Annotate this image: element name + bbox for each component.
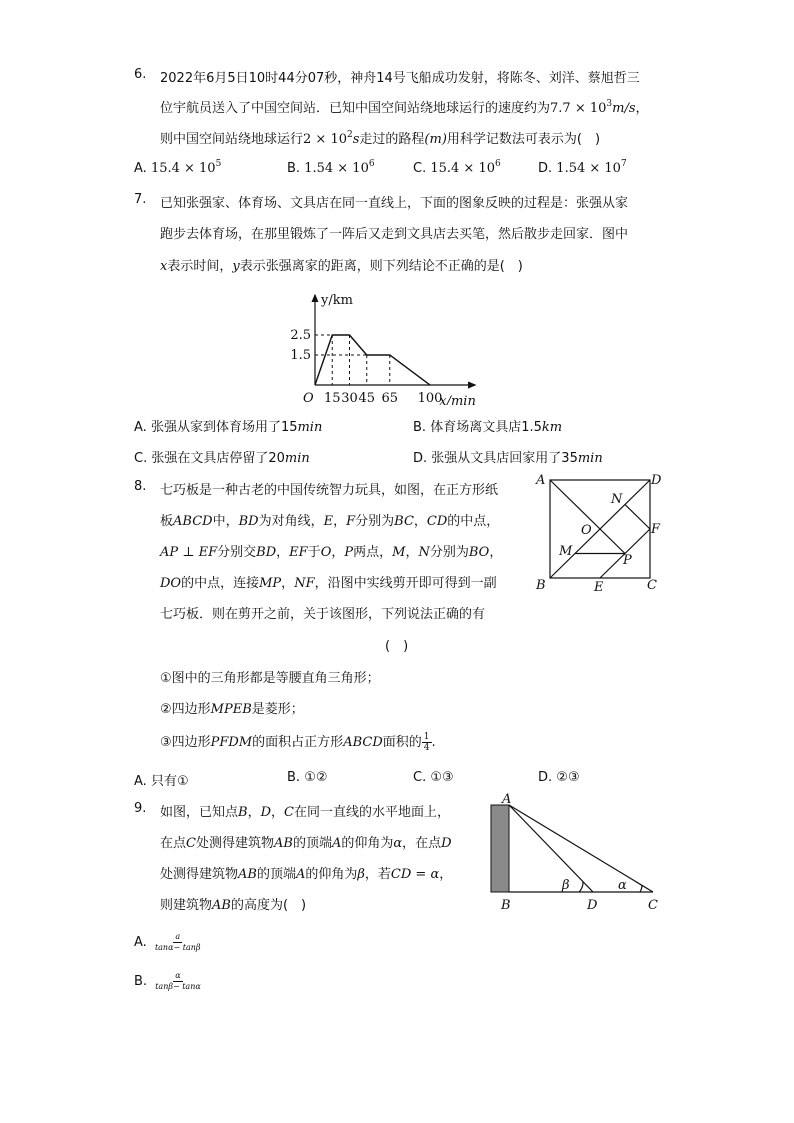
q8-stmt3-b: 的面积占正方形 [252, 735, 344, 750]
q8-option-c-text: ①③ [430, 770, 454, 785]
label-alpha: α [618, 878, 627, 893]
label-b: B [501, 898, 511, 913]
q8-line3-ef: EF [289, 545, 308, 560]
q6-speed [550, 101, 636, 116]
q7-option-a-text: 张强从家到体育场用了15 [150, 420, 298, 435]
q7-option-b-label: B. [413, 420, 427, 435]
q9-option-b[interactable] [134, 971, 201, 992]
q6-option-d-label: D. [538, 161, 553, 176]
q8-line3-o: O [320, 545, 332, 560]
q6-option-c-base: 15.4 × 10 [430, 161, 496, 176]
q9-line2-d2: D [441, 836, 452, 851]
q8-line3 [160, 541, 502, 560]
q9-line1-c: ， [247, 805, 261, 820]
q9-line3-b: 的顶端 [256, 867, 296, 882]
q9-line3-c: 的仰角为 [305, 867, 358, 882]
q8-line1: 七巧板是一种古老的中国传统智力玩具，如图，在正方形纸 [160, 483, 499, 498]
q6-option-d[interactable] [538, 161, 627, 176]
q6-line3-post: 用科学记数法可表示为( ) [446, 132, 601, 147]
x-tick-65: 65 [381, 391, 399, 405]
q8-stmt3-v2: ABCD [343, 735, 383, 750]
x-tick-45: 45 [358, 391, 376, 405]
label-a: A [536, 473, 546, 488]
q7-option-d-text: 张强从文具店回家用了35 [431, 451, 578, 466]
segment-nf [625, 505, 650, 530]
q8-stmt3-num: 1 [423, 732, 430, 742]
y-tick-2.5: 2.5 [290, 328, 311, 343]
q9-option-a-den: tanα− tanβ [154, 943, 201, 952]
q8-line5: 七巧板．则在剪开之前，关于该图形，下列说法正确的有 [160, 607, 486, 622]
q8-paren: ( ) [385, 639, 409, 654]
q8-line3-c: 两点， [353, 545, 393, 560]
angle-alpha-arc [640, 885, 642, 892]
q8-line2 [160, 510, 499, 529]
q6-speed-unit: m/s [612, 101, 636, 116]
x-tick-15: 15 [323, 391, 341, 405]
q9-line3-a2: A [295, 867, 306, 882]
q8-option-b[interactable] [287, 770, 328, 785]
q7-line3-b: 表示张强离家的距离，则下列结论不正确的是( ) [239, 259, 523, 274]
q9-line3-beta: β [357, 867, 365, 882]
q7-option-d[interactable] [413, 447, 603, 466]
q8-line2-abcd: ABCD [173, 514, 213, 529]
building-ab [491, 805, 509, 892]
q7-line3 [160, 255, 523, 274]
q8-option-c-label: C. [413, 770, 427, 785]
q8-line3-b: 于 [307, 545, 321, 560]
q6-line3 [160, 128, 600, 147]
q7-distance-time-chart [290, 280, 500, 405]
q9-line1-g: 在同一直线的水平地面上， [294, 805, 451, 820]
q9-option-a[interactable] [134, 932, 200, 953]
q9-line3-cd: CD = α [390, 867, 440, 882]
q9-line2-c: C [186, 836, 196, 851]
label-a: A [502, 792, 512, 807]
q9-line2 [160, 832, 452, 851]
q7-line3-x: x [160, 259, 168, 274]
q8-option-b-label: B. [287, 770, 301, 785]
q7-option-a-label: A. [134, 420, 147, 435]
q8-line2-cd: CD [426, 514, 448, 529]
label-c: C [648, 898, 658, 913]
q6-line3-mid: 走过的路程 [359, 132, 425, 147]
q6-option-a[interactable] [134, 161, 221, 176]
q9-line1-a: 如图，已知点 [160, 805, 239, 820]
q9-line1-f: C [284, 805, 294, 820]
q7-option-a[interactable] [134, 416, 322, 435]
label-o: O [581, 523, 592, 538]
q7-line2: 跑步去体育场，在那里锻炼了一阵后又走到文具店去买笔，然后散步走回家．图中 [160, 227, 629, 242]
q8-line3-a: 分别交 [217, 545, 257, 560]
q9-line2-d: 的顶端 [292, 836, 332, 851]
q8-line3-bd: BD [256, 545, 277, 560]
q6-option-c-label: C. [413, 161, 427, 176]
q8-statement-1: ①图中的三角形都是等腰直角三角形； [160, 671, 380, 686]
q7-line3-y: y [232, 259, 240, 274]
q6-number: 6. [134, 67, 147, 82]
label-c: C [647, 578, 657, 593]
q8-line3-comma: ， [276, 545, 290, 560]
label-b: B [536, 578, 546, 593]
q8-stmt2-v: MPEB [210, 702, 252, 717]
q7-option-b[interactable] [413, 416, 562, 435]
q6-time [303, 132, 359, 147]
q8-line2-e: E [323, 514, 334, 529]
q7-option-c-unit: min [284, 451, 310, 466]
q8-line2-bc: BC [394, 514, 414, 529]
x-tick-100: 100 [417, 391, 443, 405]
label-beta: β [562, 878, 570, 893]
q8-statement-2 [160, 698, 304, 717]
label-e: E [594, 580, 604, 595]
q6-line3-m: (m) [424, 132, 447, 147]
label-n: N [611, 492, 623, 507]
q8-line2-a: 板 [160, 514, 174, 529]
q8-line2-b: 中， [212, 514, 239, 529]
q8-line2-comma: ， [333, 514, 347, 529]
q9-line2-b: 处测得建筑物 [195, 836, 274, 851]
q6-option-b-exp: 6 [368, 159, 375, 169]
q6-option-a-label: A. [134, 161, 147, 176]
q8-line2-f: F [346, 514, 356, 529]
q8-line2-comma2: ， [413, 514, 427, 529]
q8-option-a-label: A. [134, 774, 147, 789]
q7-option-b-unit: km [541, 420, 563, 435]
q9-line1-e: ， [271, 805, 285, 820]
q9-number: 9. [134, 801, 147, 816]
q8-line3-end: ， [489, 545, 503, 560]
q6-time-exp: 2 [347, 130, 353, 140]
q8-line4-comma: ， [281, 576, 295, 591]
origin-label: O [303, 391, 314, 405]
q6-option-b-base: 1.54 × 10 [304, 161, 369, 176]
q8-line2-d: 分别为 [355, 514, 395, 529]
q9-option-a-fraction [155, 932, 201, 953]
label-f: F [651, 522, 661, 537]
q8-stmt2-a: ②四边形 [160, 702, 211, 717]
q8-option-a[interactable] [134, 770, 189, 789]
q9-elevation-figure [485, 792, 670, 917]
q8-line3-comma3: ， [405, 545, 419, 560]
q8-line2-end: 的中点， [447, 514, 500, 529]
q7-option-c-text: 张强在文具店停留了20 [151, 451, 285, 466]
q9-line4-ab: AB [212, 898, 231, 913]
q7-option-d-label: D. [413, 451, 428, 466]
q8-line4-mp: MP [259, 576, 282, 591]
q9-option-b-num: α [175, 971, 181, 980]
q9-option-b-label: B. [134, 974, 148, 989]
q8-stmt3-a: ③四边形 [160, 735, 211, 750]
x-axis-label: x/min [439, 394, 476, 405]
q6-line2-text: 位宇航员送入了中国空间站．已知中国空间站绕地球运行的速度约为 [160, 101, 551, 116]
q9-option-b-fraction [155, 971, 201, 992]
q7-line3-a: 表示时间， [167, 259, 233, 274]
q8-stmt3-c: 面积的 [382, 735, 422, 750]
q9-line4-a: 则建筑物 [160, 898, 213, 913]
q6-time-base: 2 × 10 [303, 132, 347, 147]
q8-stmt3-end: . [431, 735, 436, 750]
q6-option-c[interactable] [413, 161, 501, 176]
q6-option-c-exp: 6 [495, 159, 501, 169]
q7-line1: 已知张强家、体育场、文具店在同一直线上，下面的图象反映的过程是：张强从家 [160, 196, 629, 211]
label-m: M [559, 544, 573, 559]
q7-option-a-unit: min [297, 420, 323, 435]
q7-option-c[interactable] [134, 447, 310, 466]
x-tick-30: 30 [341, 391, 358, 405]
q8-line3-p: P [344, 545, 354, 560]
q9-line3-ab: AB [238, 867, 257, 882]
q8-option-a-text: 只有① [150, 774, 189, 789]
q8-option-c[interactable] [413, 770, 454, 785]
q6-time-unit: s [352, 132, 360, 147]
q8-line3-comma2: ， [331, 545, 345, 560]
angle-beta-arc [579, 882, 583, 892]
q8-line4-nf: NF [294, 576, 315, 591]
q8-line3-n: N [418, 545, 430, 560]
q9-line1-d: D [260, 805, 272, 820]
q8-line4-b: ，沿图中实线剪开即可得到一副 [314, 576, 497, 591]
q8-statement-3 [160, 731, 436, 753]
q8-option-b-text: ①② [304, 770, 328, 785]
q6-speed-exp: 3 [606, 99, 613, 109]
q9-line3-e: ， [439, 867, 453, 882]
q8-line4-a: 的中点，连接 [181, 576, 260, 591]
q9-option-b-den: tanβ− tanα [155, 982, 201, 991]
q8-stmt3-v: PFDM [210, 735, 253, 750]
q8-line3-ap: AP ⊥ EF [160, 545, 218, 560]
q9-line2-a2: A [331, 836, 342, 851]
q9-line4-b: 的高度为( ) [230, 898, 307, 913]
q6-line2: 位宇航员送入了中国空间站．已知中国空间站绕地球运行的速度约为$7.7 \times 10^3m/s$， [160, 99, 649, 116]
q8-option-d-label: D. [538, 770, 553, 785]
q9-line2-ab: AB [273, 836, 293, 851]
q8-stmt3-fraction [422, 732, 432, 753]
q9-line1-b: B [238, 805, 248, 820]
q6-option-d-base: 1.54 × 10 [556, 161, 621, 176]
q7-option-c-label: C. [134, 451, 148, 466]
q6-line1: 2022年6月5日10时44分07秒，神舟14号飞船成功发射，将陈冬、刘洋、蔡旭哲三 [160, 71, 640, 86]
q6-option-b-label: B. [287, 161, 301, 176]
q6-option-b[interactable] [287, 161, 375, 176]
q6-option-a-base: 15.4 × 10 [150, 161, 216, 176]
q8-stmt2-b: 是菱形； [251, 702, 304, 717]
q8-tangram-figure [530, 470, 665, 595]
q8-line3-bo: BO [468, 545, 490, 560]
q6-option-d-exp: 7 [620, 159, 627, 169]
q9-line4 [160, 894, 306, 913]
q9-line3-d: ，若 [364, 867, 391, 882]
q6-option-a-exp: 5 [215, 159, 222, 169]
q8-stmt3-den: 4 [423, 743, 430, 753]
label-d: D [587, 898, 598, 913]
q9-line2-a: 在点 [160, 836, 187, 851]
q6-speed-base: 7.7 × 10 [550, 101, 607, 116]
q9-line3-a: 处测得建筑物 [160, 867, 239, 882]
q7-number: 7. [134, 192, 147, 207]
q9-option-a-num: a [175, 932, 181, 941]
q7-option-d-unit: min [577, 451, 603, 466]
q8-line4 [160, 572, 497, 591]
q8-line2-bd: BD [238, 514, 259, 529]
q9-line2-alpha: α [393, 836, 403, 851]
q8-number: 8. [134, 479, 147, 494]
q9-line3 [160, 863, 452, 882]
q8-line2-c: 为对角线， [258, 514, 324, 529]
q9-option-a-label: A. [134, 935, 147, 950]
q9-line2-f: ，在点 [402, 836, 442, 851]
q9-line1 [160, 801, 450, 820]
q8-option-d-text: ②③ [556, 770, 580, 785]
label-p: P [623, 553, 632, 568]
q8-line3-d: 分别为 [429, 545, 469, 560]
q8-line3-m: M [392, 545, 406, 560]
y-axis-label: y/km [321, 293, 353, 308]
q6-line3-pre: 则中国空间站绕地球运行 [160, 132, 304, 147]
q7-option-b-text: 体育场离文具店1.5 [430, 420, 542, 435]
label-d: D [651, 473, 662, 488]
q8-option-d[interactable] [538, 770, 580, 785]
q8-line4-do: DO [160, 576, 182, 591]
y-tick-1.5: 1.5 [290, 348, 311, 363]
q9-line2-e: 的仰角为 [341, 836, 394, 851]
